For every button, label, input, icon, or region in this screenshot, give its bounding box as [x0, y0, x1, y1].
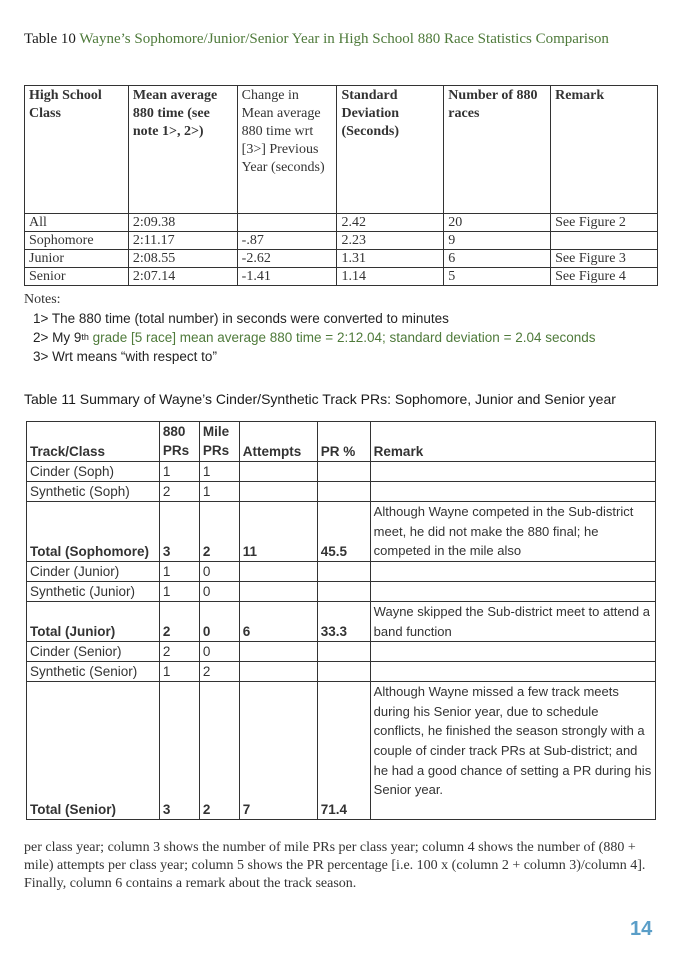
- table11-cell-880: 2: [159, 482, 199, 502]
- table10-notes: [24, 291, 596, 366]
- table10-cell-change: -1.41: [237, 268, 337, 286]
- table10-header-remark: Remark: [551, 86, 658, 214]
- table10-cell-sd: 1.31: [337, 250, 444, 268]
- table11-cell-mile: 1: [199, 462, 239, 482]
- table11-header-row: [27, 422, 656, 462]
- table10-cell-remark: See Figure 3: [551, 250, 658, 268]
- table10-header-change: Change in Mean average 880 time wrt [3>] Previous Year (seconds): [237, 86, 337, 214]
- table10-cell-mean: 2:07.14: [128, 268, 237, 286]
- table11-cell-attempts: 11: [239, 502, 317, 562]
- table11-cell-attempts: [239, 642, 317, 662]
- table-row: [25, 268, 658, 286]
- table10-header-class: High School Class: [25, 86, 129, 214]
- table11-cell-track: Synthetic (Senior): [27, 662, 160, 682]
- table11-cell-880: 1: [159, 662, 199, 682]
- table11-cell-pr: 45.5: [317, 502, 370, 562]
- table11-cell-track: Cinder (Junior): [27, 562, 160, 582]
- table11-cell-remark: [370, 462, 655, 482]
- table10-cell-sd: 2.23: [337, 232, 444, 250]
- table11-header-880: [159, 422, 199, 462]
- table10-cell-change: -2.62: [237, 250, 337, 268]
- table10-cell-remark: See Figure 2: [551, 214, 658, 232]
- table11-header-mile-line1: Mile: [202, 424, 230, 439]
- table11-cell-remark: [370, 582, 655, 602]
- table10-caption-number: Table 10: [24, 31, 76, 47]
- table10-cell-class: Senior: [25, 268, 129, 286]
- table11-cell-track: Synthetic (Junior): [27, 582, 160, 602]
- table10-header-sd: Standard Deviation (Seconds): [337, 86, 444, 214]
- table10-cell-remark: [551, 232, 658, 250]
- table-row: [27, 462, 656, 482]
- table10-cell-class: All: [25, 214, 129, 232]
- table11-caption: Table 11 Summary of Wayne’s Cinder/Synthetic Track PRs: Sophomore, Junior and Senior year: [24, 391, 616, 407]
- table-row: [27, 662, 656, 682]
- notes-label: Notes:: [24, 292, 61, 307]
- table10-cell-races: 5: [444, 268, 551, 286]
- table-row: [27, 502, 656, 562]
- table10-cell-sd: 1.14: [337, 268, 444, 286]
- table-row: [27, 582, 656, 602]
- table10-caption: [24, 31, 644, 48]
- table-row: [27, 682, 656, 820]
- table11-header-attempts: Attempts: [239, 422, 317, 462]
- table11-cell-track: Cinder (Senior): [27, 642, 160, 662]
- table11-header-mile-line2: PRs: [202, 443, 230, 458]
- table-row: [27, 482, 656, 502]
- table10: [24, 85, 658, 286]
- table11-cell-remark: Wayne skipped the Sub-district meet to attend a band function: [370, 602, 655, 642]
- table11-cell-mile: 2: [199, 502, 239, 562]
- table10-cell-mean: 2:08.55: [128, 250, 237, 268]
- table11-cell-remark: [370, 642, 655, 662]
- table11-cell-remark: Although Wayne competed in the Sub-district meet, he did not make the 880 final; he competed in the mile also: [370, 502, 655, 562]
- note-2-superscript: th: [81, 332, 89, 342]
- table11-cell-pr: [317, 642, 370, 662]
- table-row: [25, 214, 658, 232]
- table11-cell-remark: [370, 662, 655, 682]
- table11-cell-remark: [370, 562, 655, 582]
- table11-cell-track: Total (Junior): [27, 602, 160, 642]
- note-1: 1> The 880 time (total number) in seconds were converted to minutes: [33, 311, 449, 326]
- note-2-text: grade [5 race] mean average 880 time = 2:12.04; standard deviation = 2.04 seconds: [88, 330, 596, 345]
- table11-cell-attempts: 7: [239, 682, 317, 820]
- table10-cell-races: 6: [444, 250, 551, 268]
- table11-cell-pr: 33.3: [317, 602, 370, 642]
- table11-cell-mile: 0: [199, 562, 239, 582]
- table11-cell-880: 3: [159, 502, 199, 562]
- table11-cell-pr: [317, 462, 370, 482]
- table-row: [25, 250, 658, 268]
- table11-header-track: Track/Class: [27, 422, 160, 462]
- table10-cell-races: 20: [444, 214, 551, 232]
- table11-cell-track: Synthetic (Soph): [27, 482, 160, 502]
- table11-cell-880: 3: [159, 682, 199, 820]
- table11-cell-mile: 0: [199, 582, 239, 602]
- table11-cell-mile: 2: [199, 662, 239, 682]
- table10-cell-remark: See Figure 4: [551, 268, 658, 286]
- table11-cell-attempts: [239, 582, 317, 602]
- table11-cell-attempts: [239, 662, 317, 682]
- table11-cell-remark: Although Wayne missed a few track meets during his Senior year, due to schedule conflicts, he finished the season strongly with a couple of cinder track PRs at Sub-district; and he had a good chance of setting a PR during his Senior year.: [370, 682, 655, 820]
- table11-cell-attempts: 6: [239, 602, 317, 642]
- table11-header-880-line1: 880: [162, 424, 186, 439]
- note-2: [24, 328, 596, 347]
- table11-cell-attempts: [239, 462, 317, 482]
- table11-cell-880: 1: [159, 562, 199, 582]
- table11-cell-mile: 0: [199, 602, 239, 642]
- table11-cell-attempts: [239, 482, 317, 502]
- table11-cell-track: Cinder (Soph): [27, 462, 160, 482]
- table10-header-races: Number of 880 races: [444, 86, 551, 214]
- table10-header-row: [25, 86, 658, 214]
- table10-cell-class: Sophomore: [25, 232, 129, 250]
- table11-cell-pr: [317, 662, 370, 682]
- page-number: 14: [630, 918, 653, 940]
- table11-cell-pr: [317, 582, 370, 602]
- table-row: [27, 602, 656, 642]
- table-row: [27, 642, 656, 662]
- table10-caption-text: Wayne’s Sophomore/Junior/Senior Year in High School 880 Race Statistics Comparison: [79, 31, 609, 47]
- table11-header-880-line2: PRs: [162, 443, 190, 458]
- table-row: [25, 232, 658, 250]
- table10-cell-change: -.87: [237, 232, 337, 250]
- body-paragraph: per class year; column 3 shows the number of mile PRs per class year; column 4 shows the number of (880 + mile) attempts per class year; column 5 shows the PR percentage [i.e. 100 x (column 2 + column 3)/column 4]. Finally, column 6 contains a remark about the track season.: [24, 840, 646, 891]
- table-row: [27, 562, 656, 582]
- table11-cell-mile: 0: [199, 642, 239, 662]
- table10-cell-class: Junior: [25, 250, 129, 268]
- table11-cell-880: 2: [159, 642, 199, 662]
- table11-header-mile: [199, 422, 239, 462]
- table11-cell-remark: [370, 482, 655, 502]
- table11-cell-880: 1: [159, 462, 199, 482]
- table11-cell-mile: 1: [199, 482, 239, 502]
- table11-cell-pr: [317, 482, 370, 502]
- table11-cell-attempts: [239, 562, 317, 582]
- table10-cell-mean: 2:11.17: [128, 232, 237, 250]
- note-2-prefix: 2> My 9: [33, 330, 82, 345]
- table10-cell-mean: 2:09.38: [128, 214, 237, 232]
- table10-cell-sd: 2.42: [337, 214, 444, 232]
- table11-cell-880: 1: [159, 582, 199, 602]
- note-3: 3> Wrt means “with respect to”: [33, 349, 217, 364]
- table10-header-mean: Mean average 880 time (see note 1>, 2>): [128, 86, 237, 214]
- table11-cell-track: Total (Senior): [27, 682, 160, 820]
- table11-header-pr: PR %: [317, 422, 370, 462]
- table11-cell-pr: 71.4: [317, 682, 370, 820]
- table11: [26, 421, 656, 820]
- table11-cell-track: Total (Sophomore): [27, 502, 160, 562]
- table11-cell-pr: [317, 562, 370, 582]
- table11-cell-880: 2: [159, 602, 199, 642]
- table10-cell-races: 9: [444, 232, 551, 250]
- table11-cell-mile: 2: [199, 682, 239, 820]
- table10-cell-change: [237, 214, 337, 232]
- table11-header-remark: Remark: [370, 422, 655, 462]
